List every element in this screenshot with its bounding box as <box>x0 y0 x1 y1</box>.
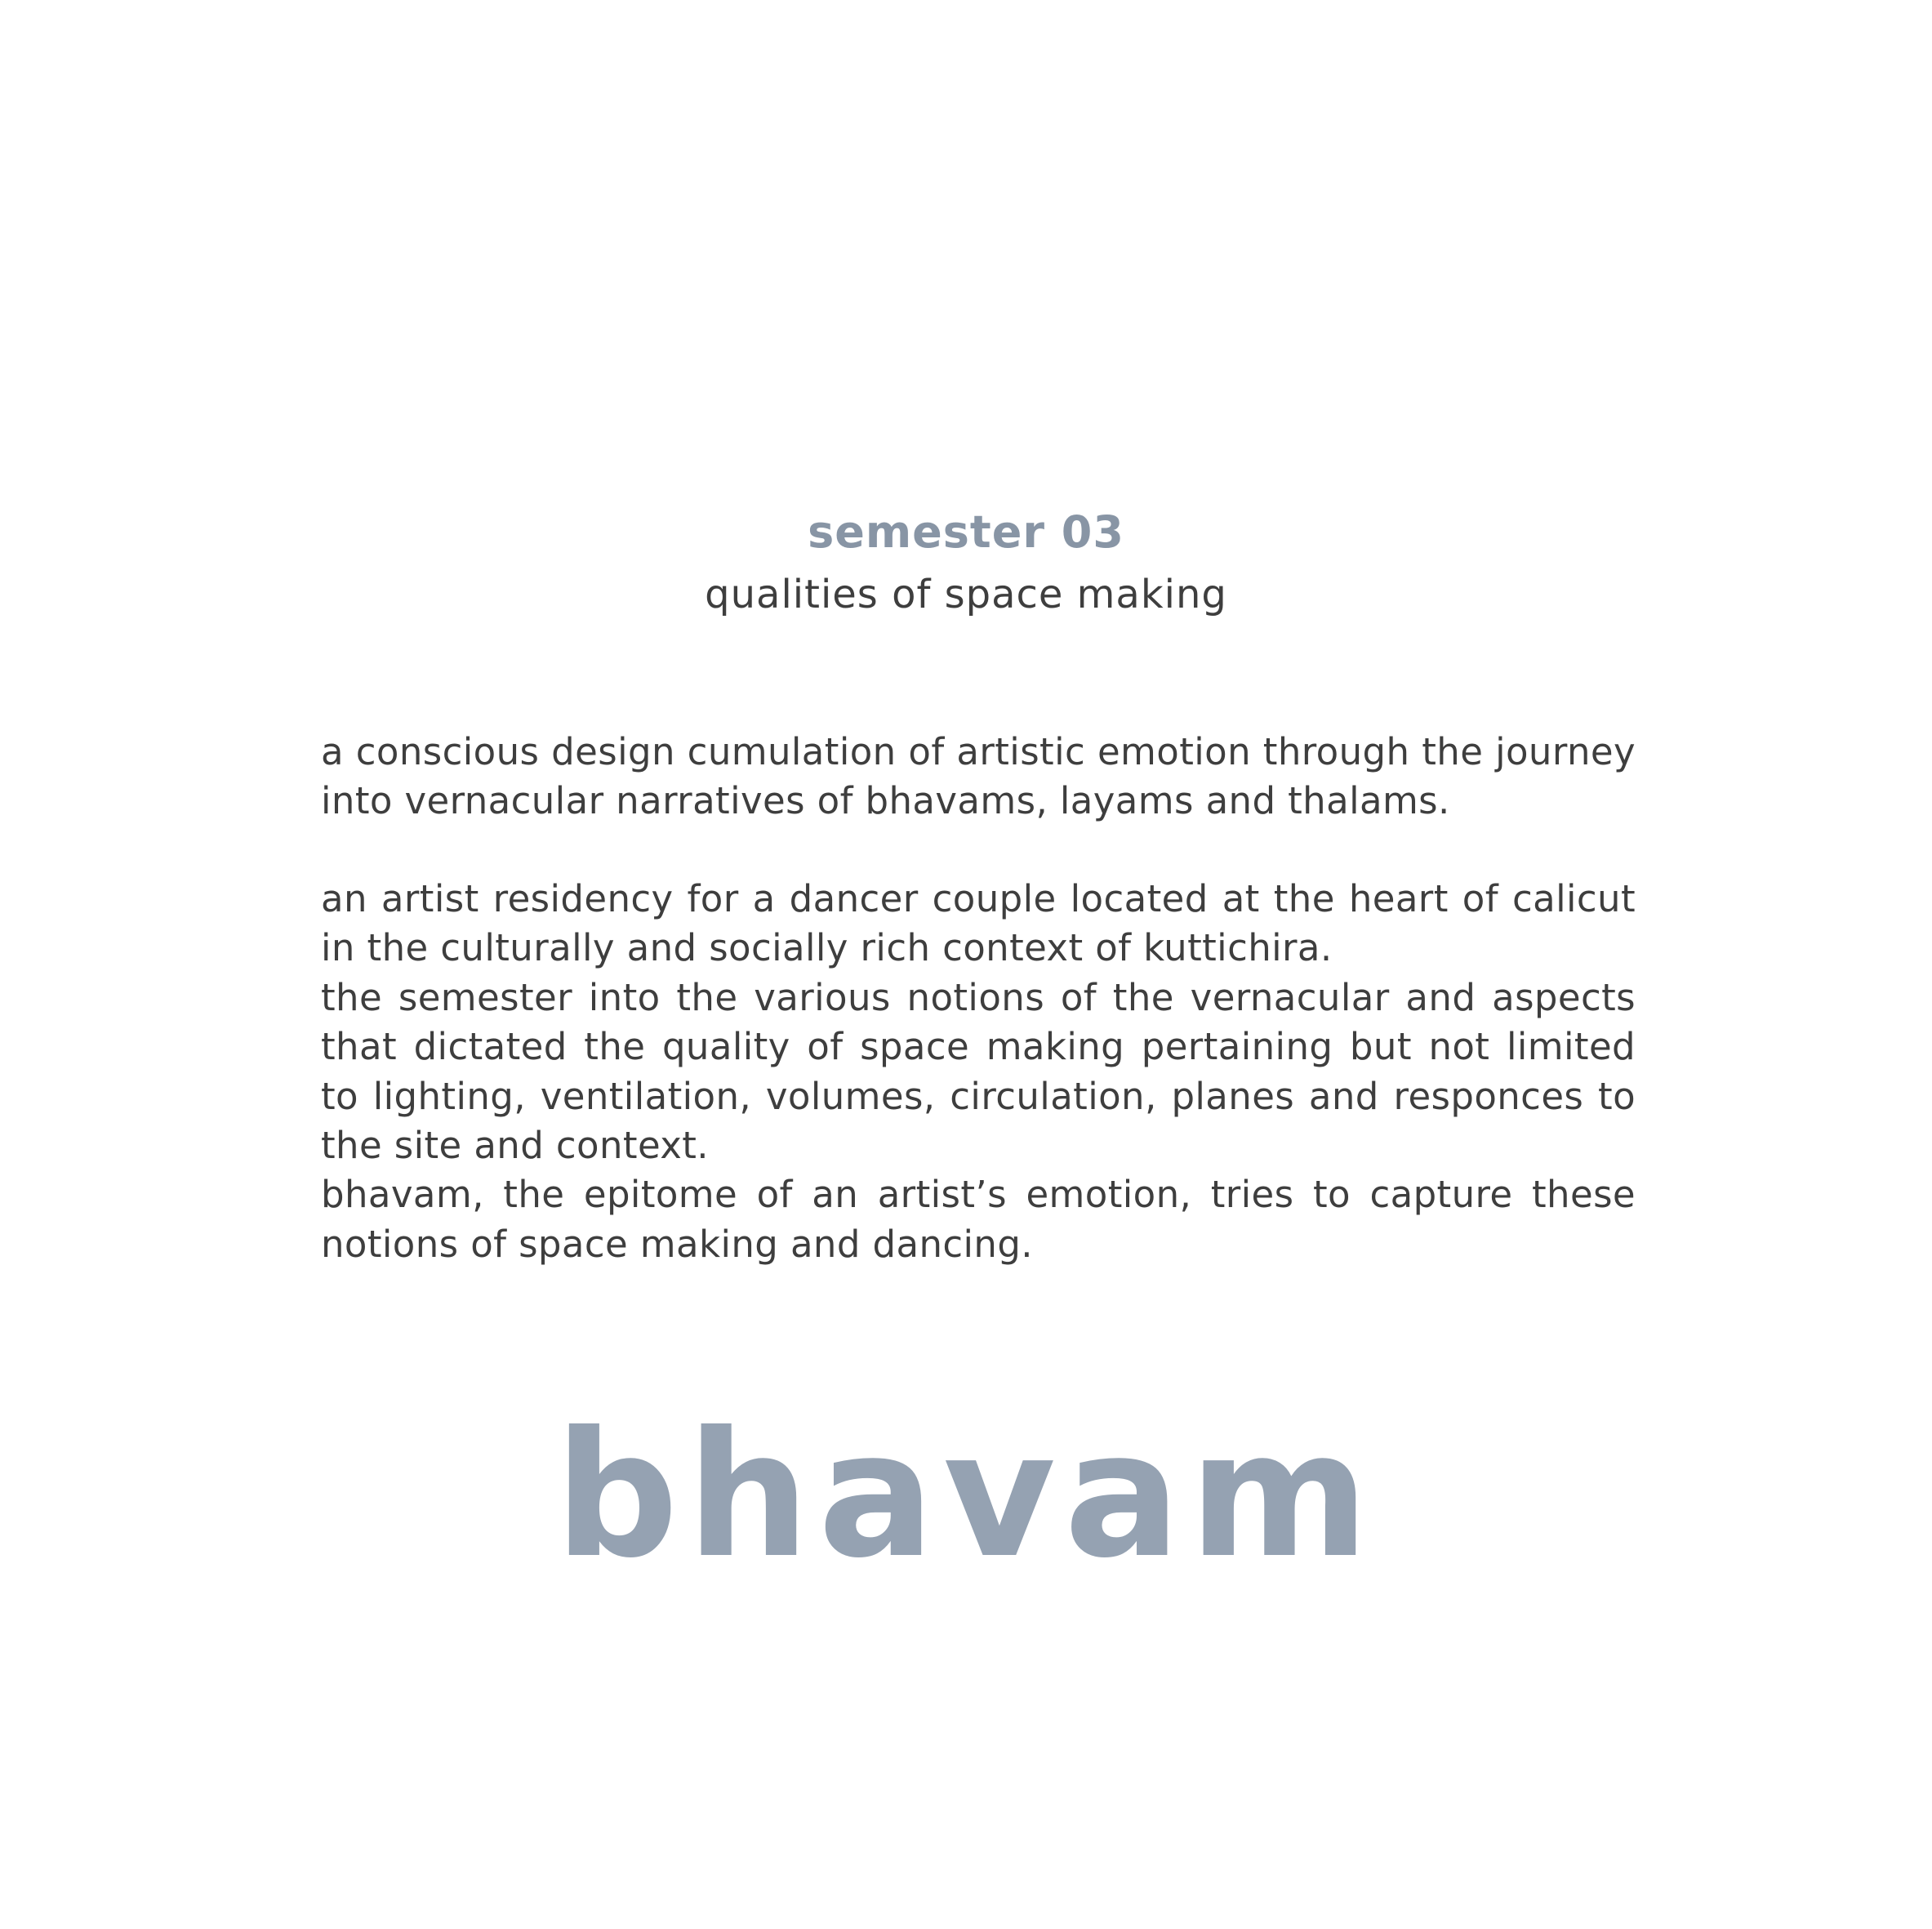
semester-subtitle: qualities of space making <box>705 572 1227 617</box>
semester-label: semester 03 <box>808 506 1124 558</box>
description-paragraph-1: an artist residency for a dancer couple located at the heart of calicut in the culturally and socially rich context of kuttichira. <box>321 877 1636 970</box>
project-title: bhavam <box>554 1394 1378 1596</box>
description-paragraph-3: bhavam, the epitome of an artist’s emotion, tries to capture these notions of space making and dancing. <box>321 1173 1636 1266</box>
intro-block <box>321 728 1636 826</box>
description-block <box>321 875 1636 1269</box>
intro-paragraph: a conscious design cumulation of artistic emotion through the journey into vernacular narratives of bhavams, layams and thalams. <box>321 730 1636 823</box>
description-paragraph-2: the semester into the various notions of the vernacular and aspects that dictated the quality of space making pertaining but not limited to lighting, ventilation, volumes, circulation, planes and responces to the site and context. <box>321 975 1636 1168</box>
